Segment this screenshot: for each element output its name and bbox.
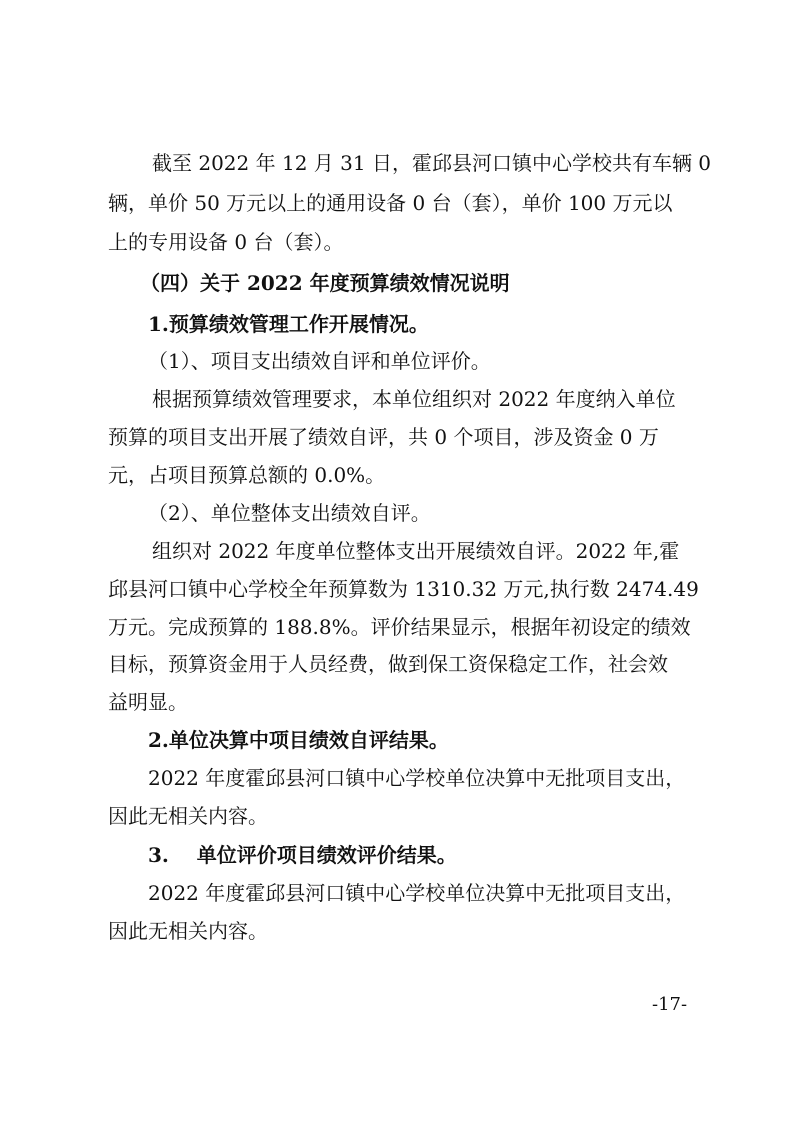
text-line: 组织对 2022 年度单位整体支出开展绩效自评。2022 年,霍 — [152, 539, 680, 563]
subsection-heading: 2.单位决算中项目绩效自评结果。 — [148, 728, 449, 752]
text-line: 根据预算绩效管理要求，本单位组织对 2022 年度纳入单位 — [152, 387, 676, 411]
text-line: （1）、项目支出绩效自评和单位评价。 — [148, 349, 491, 373]
subsection-heading: 3. 单位评价项目绩效评价结果。 — [148, 843, 457, 867]
text-line: 目标，预算资金用于人员经费，做到保工资保稳定工作，社会效 — [108, 652, 668, 676]
text-line: 元，占项目预算总额的 0.0%。 — [108, 463, 386, 487]
text-line: 辆，单价 50 万元以上的通用设备 0 台（套），单价 100 万元以 — [108, 191, 673, 215]
text-line: 益明显。 — [108, 690, 188, 714]
text-line: 万元。完成预算的 188.8%。评价结果显示，根据年初设定的绩效 — [108, 615, 691, 639]
subsection-heading: 1.预算绩效管理工作开展情况。 — [148, 312, 429, 336]
text-line: 因此无相关内容。 — [108, 804, 268, 828]
text-line: 因此无相关内容。 — [108, 919, 268, 943]
text-line: 2022 年度霍邱县河口镇中心学校单位决算中无批项目支出， — [148, 881, 686, 905]
text-line: 预算的项目支出开展了绩效自评，共 0 个项目，涉及资金 0 万 — [108, 425, 659, 449]
text-line: （2）、单位整体支出绩效自评。 — [148, 501, 431, 525]
text-line: 上的专用设备 0 台（套）。 — [108, 230, 344, 254]
text-line: 截至 2022 年 12 月 31 日，霍邱县河口镇中心学校共有车辆 0 — [152, 151, 712, 175]
section-heading: （四）关于 2022 年度预算绩效情况说明 — [140, 271, 510, 295]
text-line: 邱县河口镇中心学校全年预算数为 1310.32 万元,执行数 2474.49 — [108, 577, 699, 601]
text-line: 2022 年度霍邱县河口镇中心学校单位决算中无批项目支出， — [148, 766, 686, 790]
page-number: -17- — [652, 994, 688, 1015]
